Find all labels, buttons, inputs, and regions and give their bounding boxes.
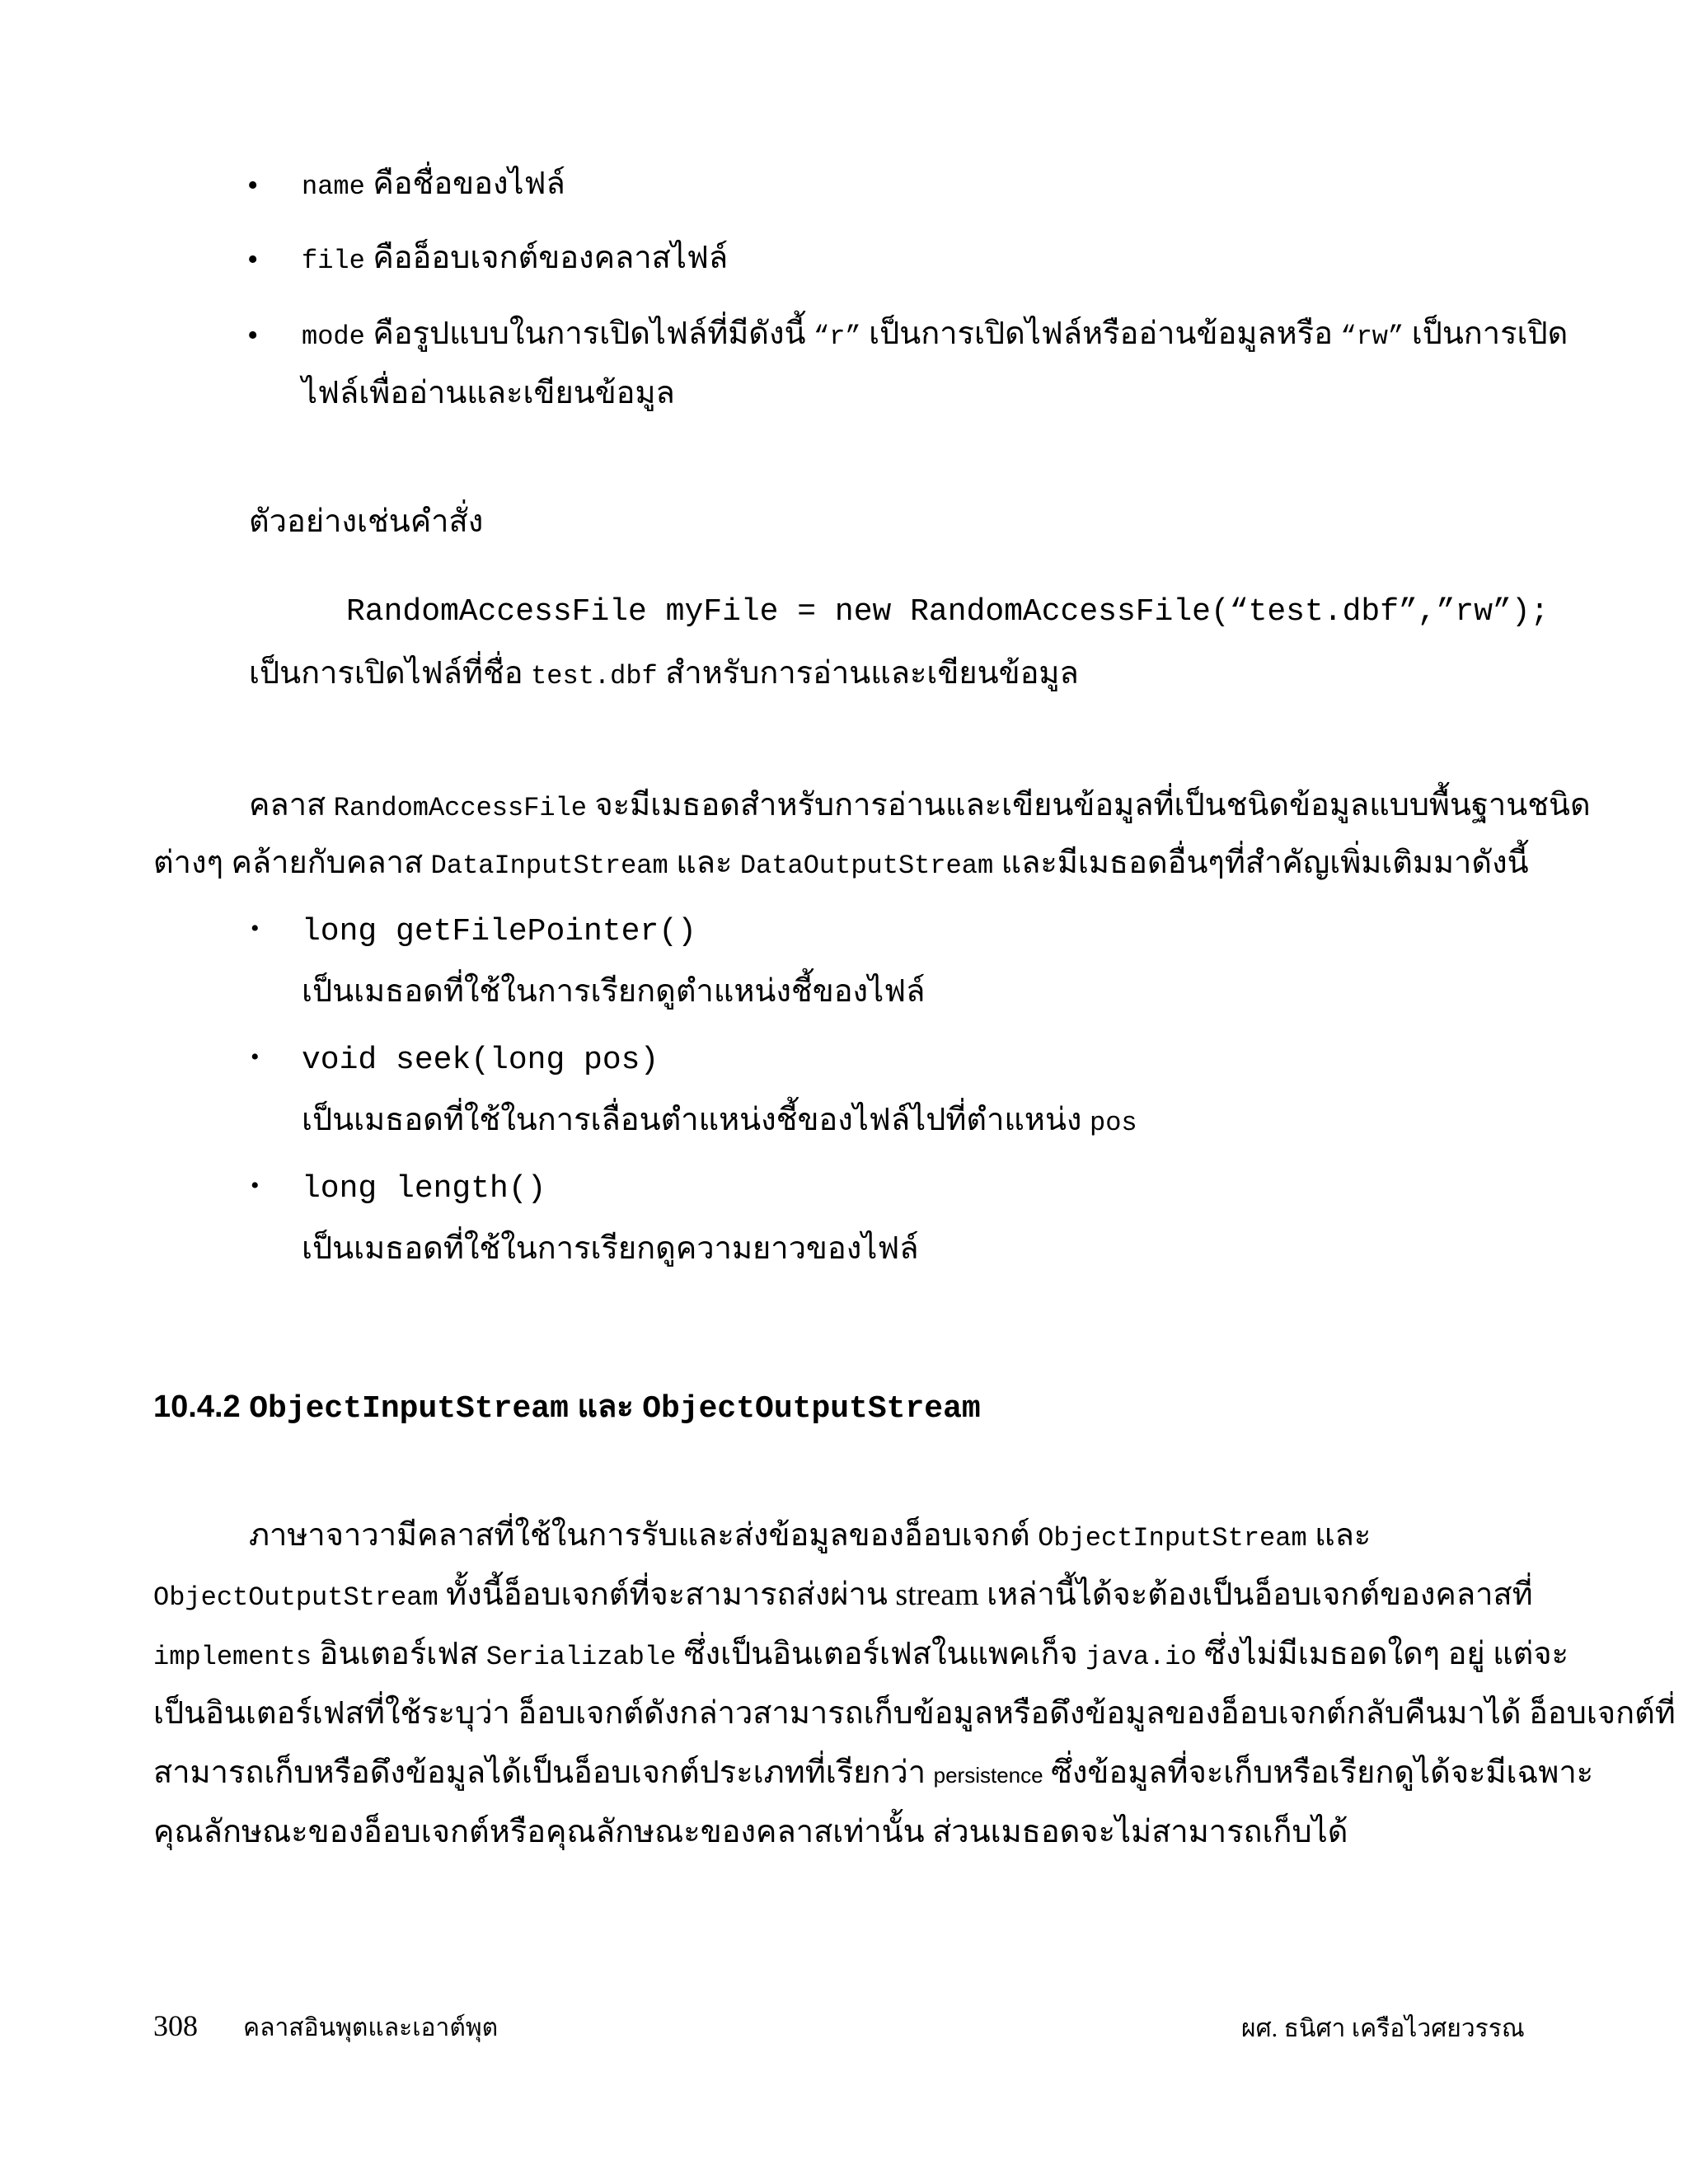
para-text: สามารถเก็บหรือดึงข้อมูลได้เป็นอ็อบเจกต์ประเภทที่เรียกว่า [153,1755,934,1790]
para2-line6: คุณลักษณะของอ็อบเจกต์หรือคุณลักษณะของคลาสเท่านั้น ส่วนเมธอดจะไม่สามารถเก็บได้ [153,1815,1348,1849]
para-text: ซึ่งข้อมูลที่จะเก็บหรือเรียกดูได้จะมีเฉพาะ [1043,1755,1594,1790]
code-objectoutputstream: ObjectOutputStream [153,1582,438,1613]
para2-line1 [249,1515,1371,1559]
code-r: “r” [814,321,861,352]
desc-text: สำหรับการอ่านและเขียนข้อมูล [657,656,1079,691]
method-desc-getfilepointer: เป็นเมธอดที่ใช้ในการเรียกดูตำแหน่งชี้ของไฟล์ [302,974,926,1009]
code-mode: mode [302,321,365,352]
para-text: และมีเมธอดอื่นๆที่สำคัญเพิ่มเติมมาดังนี้ [993,846,1529,880]
bullet-dot: • [251,1172,260,1199]
bullet-dot: • [251,1043,260,1071]
para-text: อินเตอร์เฟส [312,1637,486,1671]
example-intro: ตัวอย่างเช่นคำสั่ง [249,504,484,539]
heading-and: และ [577,1390,634,1424]
heading-code-objectoutputstream: ObjectOutputStream [642,1391,981,1427]
bullet-dot: • [247,242,259,277]
code-pos: pos [1089,1108,1137,1138]
para2-line5 [153,1752,1593,1796]
desc-text: เป็นเมธอดที่ใช้ในการเลื่อนตำแหน่งชี้ของไฟล์ไปที่ตำแหน่ง [302,1103,1090,1137]
para-text: ทั้งนี้อ็อบเจกต์ที่จะสามารถส่งผ่าน stream เหล่านี้ได้จะต้องเป็นอ็อบเจกต์ของคลาสที่ [438,1577,1533,1612]
bullet-text: คือชื่อของไฟล์ [364,166,565,201]
para-text: ซึ่งไม่มีเมธอดใดๆ อยู่ แต่จะ [1196,1637,1569,1671]
method-sig-length: long length() [302,1171,546,1207]
bullet-mode [302,313,1568,358]
bullet-name [302,163,565,208]
para2-line3 [153,1633,1568,1678]
footer-left [153,2009,498,2045]
code-objectinputstream: ObjectInputStream [1038,1523,1307,1554]
desc-text: เป็นการเปิดไฟล์ที่ชื่อ [249,656,532,691]
code-file: file [302,246,365,276]
para-text: และ [1306,1518,1372,1553]
para-text: คลาส [249,788,334,823]
method-desc-length: เป็นเมธอดที่ใช้ในการเรียกดูความยาวของไฟล์ [302,1231,919,1266]
bullet-text: เป็นการเปิดไฟล์หรืออ่านข้อมูลหรือ [860,316,1341,351]
chapter-title: คลาสอินพุตและเอาต์พุต [243,2014,499,2041]
para-text: ต่างๆ คล้ายกับคลาส [153,846,431,880]
method-sig-getfilepointer: long getFilePointer() [302,914,696,949]
bullet-dot: • [251,915,260,942]
code-datainputstream: DataInputStream [430,851,668,881]
footer-author: ผศ. ธนิศา เครือไวศยวรรณ [1241,2015,1525,2042]
para1-line2 [153,842,1529,887]
code-rw: “rw” [1340,321,1404,352]
code-dataoutputstream: DataOutputStream [739,851,994,881]
example-desc [249,653,1079,697]
bullet-file [302,237,728,282]
example-code: RandomAccessFile myFile = new RandomAccessFile(“test.dbf”,”rw”); [346,594,1550,630]
code-test-dbf: test.dbf [531,661,658,691]
para2-line2 [153,1574,1533,1619]
bullet-dot: • [247,318,259,353]
bullet-dot: • [247,168,259,203]
para-text: ซึ่งเป็นอินเตอร์เฟสในแพคเก็จ [676,1637,1086,1671]
method-desc-seek [302,1099,1137,1144]
para-text: ภาษาจาวามีคลาสที่ใช้ในการรับและส่งข้อมูลของอ็อบเจกต์ [249,1518,1039,1553]
code-randomaccessfile: RandomAccessFile [333,793,587,823]
heading-code-objectinputstream: ObjectInputStream [249,1391,569,1427]
para2-line4: เป็นอินเตอร์เฟสที่ใช้ระบุว่า อ็อบเจกต์ดังกล่าวสามารถเก็บข้อมูลหรือดึงข้อมูลของอ็อบเจกต์กลับคืนมาได้ อ็อบเจกต์ที่ [153,1696,1676,1731]
bullet-mode-line2: ไฟล์เพื่ออ่านและเขียนข้อมูล [302,376,675,410]
bullet-text: คือรูปแบบในการเปิดไฟล์ที่มีดังนี้ [364,316,814,351]
code-serializable: Serializable [485,1642,677,1672]
code-java-io: java.io [1085,1642,1197,1672]
code-implements: implements [153,1642,312,1672]
para-text: จะมีเมธอดสำหรับการอ่านและเขียนข้อมูลที่เป็นชนิดข้อมูลแบบพื้นฐานชนิด [587,788,1591,823]
para-text: และ [668,846,740,880]
section-number: 10.4.2 [153,1390,241,1424]
word-persistence: persistence [933,1763,1043,1788]
page-number: 308 [153,2009,198,2042]
bullet-text: คืออ็อบเจกต์ของคลาสไฟล์ [364,241,729,275]
code-name: name [302,171,365,202]
section-heading [153,1386,981,1430]
method-sig-seek: void seek(long pos) [302,1043,659,1078]
para1-line1 [249,785,1591,829]
bullet-text: เป็นการเปิด [1404,316,1568,351]
